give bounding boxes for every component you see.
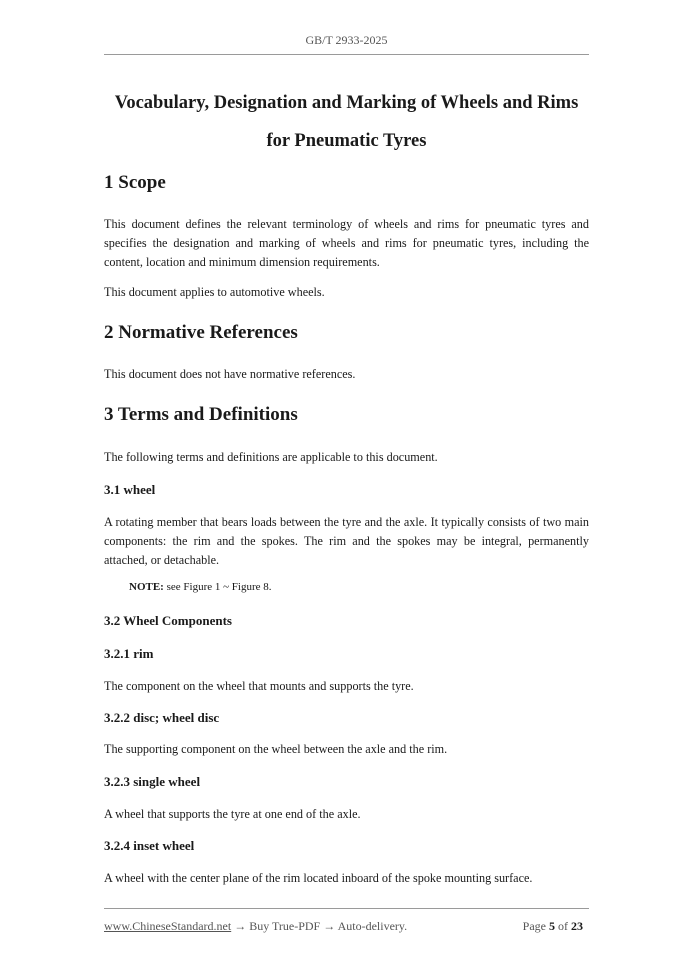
term-definition-single-wheel: A wheel that supports the tyre at one end of the axle. [104, 807, 361, 821]
term-definition-disc: The supporting component on the wheel between the axle and the rim. [104, 742, 448, 756]
page-number [523, 919, 583, 934]
term-heading-disc: 3.2.2 disc; wheel disc [104, 710, 220, 725]
auto-delivery-text: Auto-delivery. [337, 919, 408, 933]
note-text: see Figure 1 ~ Figure 8. [163, 581, 272, 593]
term-heading-rim: 3.2.1 rim [104, 646, 154, 661]
page-label: Page [522, 919, 546, 933]
terms-intro: The following terms and definitions are applicable to this document. [104, 450, 438, 464]
total-pages: 23 [571, 919, 583, 933]
term-definition-rim: The component on the wheel that mounts and supports the tyre. [104, 679, 414, 693]
term-definition-inset-wheel: A wheel with the center plane of the rim located inboard of the spoke mounting surface. [104, 871, 533, 885]
buy-pdf-link[interactable]: Buy True-PDF [249, 919, 321, 933]
of-label: of [558, 919, 568, 933]
arrow-icon: → [231, 919, 250, 933]
note-label: NOTE: [129, 581, 164, 593]
scope-paragraph-1: This document defines the relevant terminology of wheels and rims for pneumatic tyres and specifies the designation and marking of wheels and rims for pneumatic tyres, including the content, location and minimum dimension requirements. [104, 217, 589, 269]
heading-terms-definitions: 3 Terms and Definitions [104, 404, 298, 425]
title-line-1: Vocabulary, Designation and Marking of Wheels and Rims [114, 93, 579, 113]
running-header: GB/T 2933-2025 [305, 33, 388, 47]
heading-normative-references: 2 Normative References [104, 322, 298, 343]
heading-scope: 1 Scope [104, 172, 166, 193]
current-page: 5 [549, 919, 555, 933]
term-heading-single-wheel: 3.2.3 single wheel [104, 774, 201, 789]
term-heading-inset-wheel: 3.2.4 inset wheel [104, 838, 195, 853]
footer-divider [104, 908, 589, 909]
header-divider [104, 54, 589, 55]
document-title [104, 84, 589, 160]
title-line-2: for Pneumatic Tyres [266, 131, 427, 151]
term-definition-wheel: A rotating member that bears loads between the tyre and the axle. It typically consists of two main components: the rim and the spokes. The rim and the spokes may be integral, permanently attached, or detachable. [104, 515, 589, 567]
scope-paragraph-2: This document applies to automotive wheels. [104, 285, 325, 299]
site-link[interactable]: www.ChineseStandard.net [104, 919, 232, 933]
heading-wheel-components: 3.2 Wheel Components [104, 613, 232, 628]
page-footer [104, 919, 589, 934]
normative-paragraph: This document does not have normative references. [104, 367, 356, 381]
arrow-icon: → [320, 919, 338, 933]
term-heading-wheel: 3.1 wheel [104, 482, 156, 497]
note-figures [129, 581, 614, 593]
